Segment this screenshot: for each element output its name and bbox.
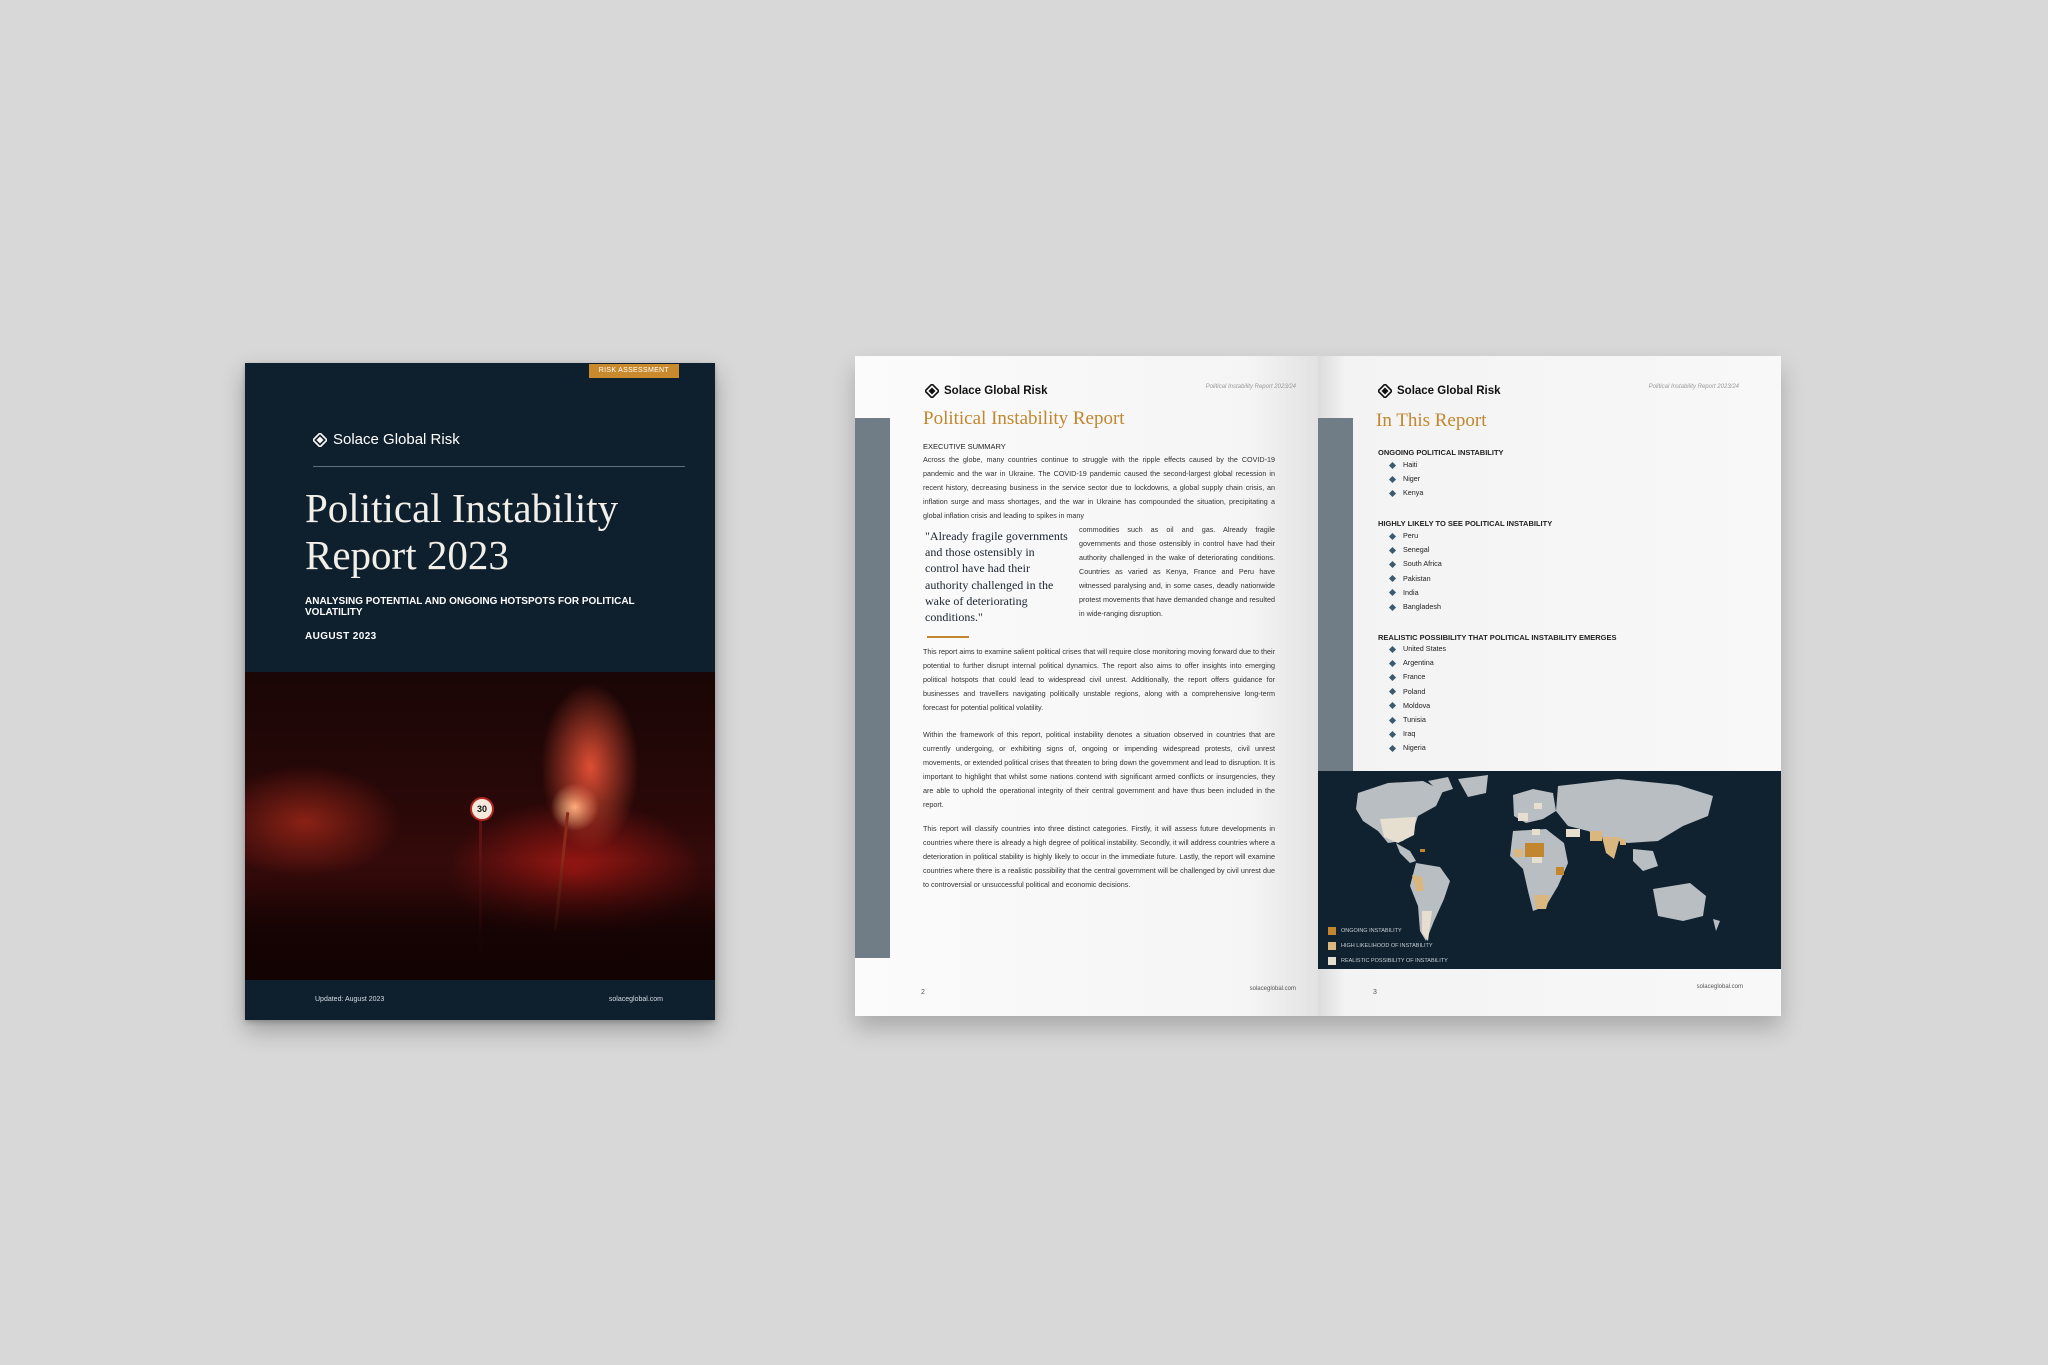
list-item: United States	[1390, 642, 1446, 656]
pull-quote-rule	[927, 636, 969, 638]
diamond-bullet-icon	[1389, 589, 1396, 596]
open-report-spread	[855, 356, 1781, 1016]
right-page-title: In This Report	[1376, 410, 1487, 431]
brand-logo-icon	[313, 433, 327, 447]
crowd-silhouette	[245, 860, 715, 980]
diamond-bullet-icon	[1389, 462, 1396, 469]
diamond-bullet-icon	[1389, 745, 1396, 752]
diamond-bullet-icon	[1389, 731, 1396, 738]
cover-subtitle: ANALYSING POTENTIAL AND ONGOING HOTSPOTS FOR POLITICAL VOLATILITY	[305, 596, 635, 618]
right-accent-bar	[1318, 418, 1353, 771]
legend-item-high: HIGH LIKELIHOOD OF INSTABILITY	[1328, 938, 1448, 953]
diamond-bullet-icon	[1389, 717, 1396, 724]
diamond-bullet-icon	[1389, 604, 1396, 611]
diamond-bullet-icon	[1389, 476, 1396, 483]
paragraph-2: commodities such as oil and gas. Already fragile governments and those ostensibly in control have had their authority challenged in the wake of deteriorating conditions. Countries as varied as Kenya, France and Peru have witnessed paralysing and, in some cases, deadly nationwide protest movements that have demanded change and resulted in wide-ranging disruption.	[1079, 525, 1275, 618]
diamond-bullet-icon	[1389, 660, 1396, 667]
list-item: Iraq	[1390, 727, 1446, 741]
list-item: France	[1390, 670, 1446, 684]
executive-summary-label: EXECUTIVE SUMMARY	[923, 442, 1006, 451]
diamond-bullet-icon	[1389, 646, 1396, 653]
brand-logo-icon	[925, 384, 939, 398]
diamond-bullet-icon	[1389, 674, 1396, 681]
speed-sign: 30	[470, 797, 494, 821]
list-item: Poland	[1390, 685, 1446, 699]
list-item: India	[1390, 586, 1442, 600]
section-heading-highly-likely: HIGHLY LIKELY TO SEE POLITICAL INSTABILITY	[1378, 519, 1553, 528]
list-item: Senegal	[1390, 543, 1442, 557]
left-accent-bar	[855, 418, 890, 958]
list-item: Bangladesh	[1390, 600, 1442, 614]
diamond-bullet-icon	[1389, 547, 1396, 554]
pull-quote: "Already fragile governments and those ostensibly in control have had their authority challenged in the wake of deteriorating conditions."	[925, 529, 1068, 625]
cover-date: AUGUST 2023	[305, 631, 377, 642]
cover-brand-name: Solace Global Risk	[333, 431, 460, 448]
list-item: Kenya	[1390, 486, 1423, 500]
cover-updated-date: Updated: August 2023	[315, 996, 385, 1003]
list-ongoing	[1390, 458, 1423, 501]
list-item: Peru	[1390, 529, 1442, 543]
left-page	[855, 356, 1318, 1016]
cover-photo-protest	[245, 672, 715, 980]
list-item: Pakistan	[1390, 572, 1442, 586]
right-page	[1318, 356, 1781, 1016]
left-brand-name: Solace Global Risk	[944, 385, 1048, 397]
list-item: Nigeria	[1390, 741, 1446, 755]
legend-swatch-ongoing	[1328, 927, 1336, 935]
brand-logo-icon	[1378, 384, 1392, 398]
world-instability-map	[1318, 771, 1781, 969]
right-page-url: solaceglobal.com	[1696, 984, 1743, 990]
right-page-number: 3	[1373, 989, 1377, 996]
left-page-url: solaceglobal.com	[1249, 986, 1296, 992]
cover-brand	[313, 431, 460, 448]
list-item: Haiti	[1390, 458, 1423, 472]
diamond-bullet-icon	[1389, 561, 1396, 568]
diamond-bullet-icon	[1389, 702, 1396, 709]
cover-title: Political Instability Report 2023	[305, 485, 619, 578]
list-item: Moldova	[1390, 699, 1446, 713]
cover-website: solaceglobal.com	[608, 996, 663, 1003]
cover-divider	[313, 466, 685, 467]
diamond-bullet-icon	[1389, 533, 1396, 540]
right-brand-name: Solace Global Risk	[1397, 385, 1501, 397]
right-page-brand	[1378, 384, 1501, 398]
left-page-brand	[925, 384, 1048, 398]
list-item: Argentina	[1390, 656, 1446, 670]
section-heading-realistic: REALISTIC POSSIBILITY THAT POLITICAL INSTABILITY EMERGES	[1378, 633, 1617, 642]
legend-item-realistic: REALISTIC POSSIBILITY OF INSTABILITY	[1328, 953, 1448, 968]
legend-item-ongoing: ONGOING INSTABILITY	[1328, 923, 1448, 938]
paragraph-4: Within the framework of this report, political instability denotes a situation observed in countries that are currently undergoing, or exhibiting signs of, ongoing or impending widespread protests, civil unrest movements, or extended political crises that threaten to bring down the government and lead to disruption. It is important to highlight that whilst some nations contend with significant armed conflicts or insurgencies, they are able to uphold the operational integrity of their central government and have thus been included in the report.	[923, 730, 1275, 809]
paragraph-3: This report aims to examine salient political crises that will require close monitoring moving forward due to their potential to further disrupt internal political dynamics. The report also aims to offer insights into emerging political hotspots that could lead to widespread civil unrest. Additionally, the report offers guidance for businesses and travellers navigating politically unstable regions, along with a comprehensive long-term forecast for potential political volatility.	[923, 647, 1275, 712]
list-realistic	[1390, 642, 1446, 756]
left-page-number: 2	[921, 989, 925, 996]
left-page-title: Political Instability Report	[923, 408, 1125, 429]
paragraph-5: This report will classify countries into three distinct categories. Firstly, it will assess future developments in countries where there is already a high degree of political instability. Secondly, it will address countries where a deterioration in political stability is highly likely to occur in the immediate future. Lastly, the report will examine countries where there is a realistic possibility that the central government will be challenged by civil unrest due to controversial or unsuccessful political and economic decisions.	[923, 824, 1275, 889]
paragraph-1: Across the globe, many countries continue to struggle with the ripple effects caused by the COVID-19 pandemic and the war in Ukraine. The COVID-19 pandemic caused the second-largest global recession in recent history, decreasing business in the service sector due to lockdowns, a global supply chain crisis, an inflation surge and mass shortages, and the war in Ukraine has compounded the situation, precipitating a global inflation crisis and leading to spikes in many	[923, 455, 1275, 520]
risk-assessment-tag: RISK ASSESSMENT	[589, 364, 679, 378]
right-running-header: Political Instability Report 2023/24	[1648, 384, 1739, 390]
list-item: Tunisia	[1390, 713, 1446, 727]
legend-swatch-high	[1328, 942, 1336, 950]
list-highly-likely	[1390, 529, 1442, 614]
section-heading-ongoing: ONGOING POLITICAL INSTABILITY	[1378, 448, 1504, 457]
list-item: South Africa	[1390, 557, 1442, 571]
diamond-bullet-icon	[1389, 490, 1396, 497]
report-cover	[245, 363, 715, 1020]
diamond-bullet-icon	[1389, 688, 1396, 695]
left-running-header: Political Instability Report 2023/24	[1205, 384, 1296, 390]
legend-swatch-realistic	[1328, 957, 1336, 965]
list-item: Niger	[1390, 472, 1423, 486]
map-legend	[1328, 923, 1448, 968]
diamond-bullet-icon	[1389, 575, 1396, 582]
